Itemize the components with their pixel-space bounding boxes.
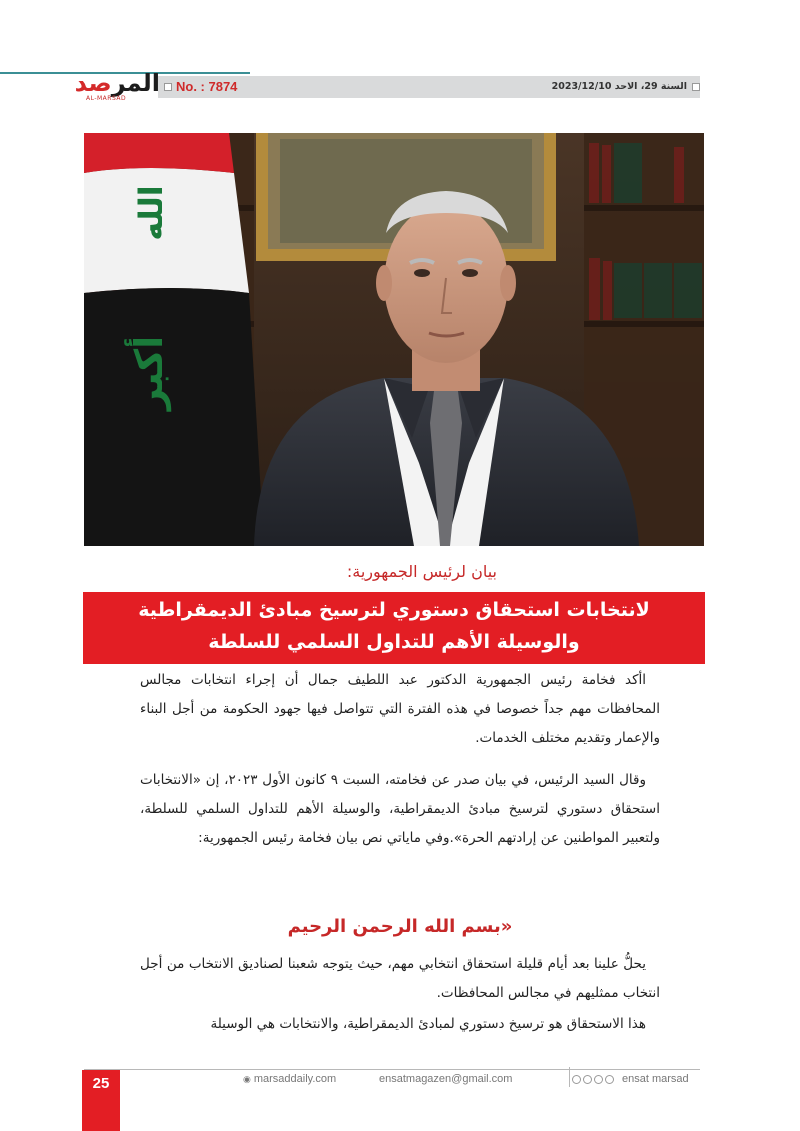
footer-rule [84,1069,700,1070]
date-text: السنة 29، الاحد 2023/12/10 [551,81,687,92]
instagram-icon[interactable] [594,1075,603,1084]
footer-divider [569,1067,570,1087]
youtube-icon[interactable] [605,1075,614,1084]
issue-number-text: No. : 7874 [176,79,238,94]
website-text: marsaddaily.com [253,1073,337,1085]
square-bullet-icon [164,83,172,91]
twitter-icon[interactable] [583,1075,592,1084]
headline-banner [83,592,705,664]
logo-subtext: AL-MARSAD [86,95,127,102]
footer-email[interactable]: ensatmagazen@gmail.com [379,1073,513,1085]
body-paragraph-2: وقال السيد الرئيس، في بيان صدر عن فخامته، السبت ٩ كانون الأول ٢٠٢٣، إن «الانتخابات استحقاق دستوري لترسيخ مبادئ الديمقراطية، والوسيلة الأهم للتداول السلمي للسلطة، ولتعبير المواطنين عن إرادتهم الحرة».وفي ماياتي نص بيان فخامة رئيس الجمهورية: [140,772,660,846]
article-headline [83,594,705,658]
page-number: 25 [92,1075,110,1092]
globe-icon: ◉ [243,1073,251,1084]
page-number-box [82,1070,120,1131]
facebook-icon[interactable] [572,1075,581,1084]
flag-text-top: الله [132,185,170,241]
issue-number [164,78,237,96]
masthead-logo [74,68,160,106]
social-icons [572,1075,614,1084]
president-photo [84,133,704,546]
body-paragraph-3: يحلُّ علينا بعد أيام قليلة استحقاق انتخابي مهم، حيث يتوجه شعبنا لصناديق الانتخاب من أجل انتخاب ممثليهم في مجالس المحافظات. [140,956,660,1001]
date-line [552,79,700,95]
body-paragraph-4: هذا الاستحقاق هو ترسيخ دستوري لمبادئ الديمقراطية، والانتخابات هي الوسيلة [210,1016,646,1032]
body-paragraph-1: اأكد فخامة رئيس الجمهورية الدكتور عبد اللطيف جمال أن إجراء انتخابات مجالس المحافظات مهم جداً خصوصا في هذه الفترة التي تتواصل فيها جهود الحكومة من أجل البناء والإعمار وتقديم مختلف الخدمات. [140,672,660,746]
footer-handle: ensat marsad [622,1073,689,1085]
headline-line-2: والوسيلة الأهم للتداول السلمي للسلطة [208,631,580,653]
flag-text-bottom: أكبر [127,335,171,411]
footer-website[interactable] [243,1073,336,1085]
headline-line-1: لانتخابات استحقاق دستوري لترسيخ مبادئ الديمقراطية [138,599,650,621]
article-kicker: بيان لرئيس الجمهورية: [346,562,497,581]
logo-wordmark: المرصد [74,69,160,97]
statement-opening: «بسم الله الرحمن الرحيم [287,916,513,937]
square-bullet-icon [692,83,700,91]
